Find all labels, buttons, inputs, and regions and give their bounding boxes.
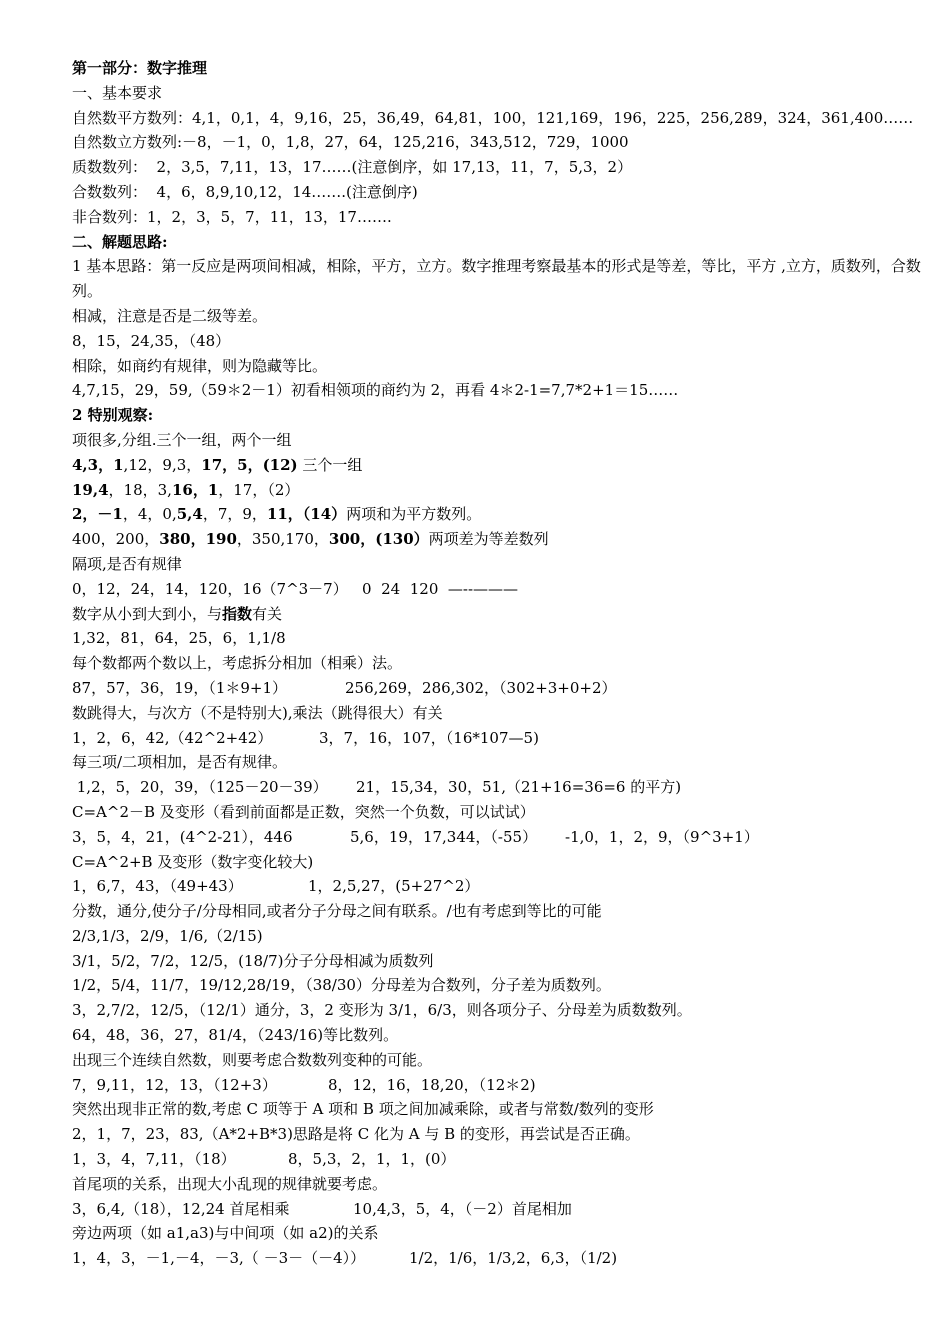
example-line <box>72 1073 926 1098</box>
text-run: ，17，（2） <box>218 480 300 499</box>
text-line: 旁边两项（如 a1,a3)与中间项（如 a2)的关系 <box>72 1224 379 1243</box>
bold-run: 指数 <box>222 604 253 623</box>
example-line <box>72 726 926 751</box>
text-run: 1，2，6，42,（42^2+42） <box>72 728 273 747</box>
text-run: ，7，9， <box>202 505 267 524</box>
example-line <box>72 1197 926 1222</box>
bold-run: 2，－1 <box>72 505 123 524</box>
example-line <box>72 478 926 503</box>
text-line: 4,7,15，29，59,（59＊2－1）初看相领项的商约为 2，再看 4＊2-1=7,7*2+1＝15…… <box>72 381 679 400</box>
text-run: 8，12，16，18,20，（12＊2) <box>328 1075 536 1094</box>
example-line <box>72 874 926 899</box>
text-run: 1，4，3，－1,－4，－3,（ －3－（－4）） <box>72 1249 366 1268</box>
text-line: 数跳得大，与次方（不是特别大),乘法（跳得很大）有关 <box>72 703 443 722</box>
text-line: 2/3,1/3，2/9，1/6,（2/15) <box>72 926 263 945</box>
text-run: 1，2,5,27，(5+27^2） <box>308 877 480 896</box>
text-run: 1,2，5，20，39，（125－20－39） <box>72 778 328 797</box>
text-line: 合数数列： 4，6，8,9,10,12，14…….(注意倒序) <box>72 182 418 201</box>
text-line: 相除，如商约有规律，则为隐藏等比。 <box>72 356 328 375</box>
text-run: 256,269，286,302，（302+3+0+2） <box>345 678 617 697</box>
text-line: 1/2，5/4，11/7，19/12,28/19，（38/30）分母差为合数列，分子差为质数列。 <box>72 976 611 995</box>
text-run: 10,4,3，5，4，（－2）首尾相加 <box>353 1199 572 1218</box>
bold-run: 17，5，(12) <box>201 455 298 474</box>
bold-run: 19,4 <box>72 480 109 499</box>
text-run: 8，5,3，2，1，1，(0） <box>288 1150 456 1169</box>
text-line: 64，48，36，27，81/4，（243/16)等比数列。 <box>72 1026 399 1045</box>
text-run: 7，9,11，12，13，（12+3） <box>72 1075 277 1094</box>
text-line: 相减，注意是否是二级等差。 <box>72 306 268 325</box>
example-line <box>72 825 926 850</box>
example-line <box>72 453 926 478</box>
text-run: 400，200， <box>72 530 160 549</box>
text-run: -1,0，1，2，9，（9^3+1） <box>565 827 759 846</box>
text-line: 2，1，7，23，83,（A*2+B*3)思路是将 C 化为 A 与 B 的变形，再尝试是否正确。 <box>72 1125 640 1144</box>
text-line: 0，12，24，14，120，16（7^3－7） 0 24 120 —--——— <box>72 579 519 598</box>
text-run: 3，6,4,（18），12,24 首尾相乘 <box>72 1199 290 1218</box>
example-line <box>72 1147 926 1172</box>
example-line <box>72 602 926 627</box>
text-line: 自然数立方数列:－8，－1，0，1,8，27，64，125,216，343,512，729，1000 <box>72 133 629 152</box>
text-line: 出现三个连续自然数，则要考虑合数数列变种的可能。 <box>72 1050 433 1069</box>
bold-run: 380，190 <box>159 530 237 549</box>
text-run: 5,6，19，17,344，（-55） <box>350 827 538 846</box>
section-title: 第一部分：数字推理 <box>72 59 208 77</box>
text-line: 隔项,是否有规律 <box>72 554 182 573</box>
example-line <box>72 1246 926 1271</box>
subheading: 一、基本要求 <box>72 83 163 102</box>
subheading: 二、解题思路: <box>72 232 168 251</box>
text-line: 自然数平方数列：4,1，0,1，4，9,16，25，36,49，64,81，100，121,169，196，225，256,289，324，361,400…… <box>72 108 914 127</box>
bold-run: 16，1 <box>171 480 219 499</box>
text-run: ，350,170， <box>236 530 329 549</box>
text-run: 1，6,7，43，（49+43） <box>72 877 243 896</box>
text-line: 每个数都两个数以上，考虑拆分相加（相乘）法。 <box>72 654 403 673</box>
example-line <box>72 502 926 527</box>
text-run: 三个一组 <box>297 455 363 474</box>
text-run: ，4，0, <box>122 505 177 524</box>
text-line: 每三项/二项相加，是否有规律。 <box>72 753 288 772</box>
bold-run: 4,3，1 <box>72 455 124 474</box>
text-line: C=A^2－B 及变形（看到前面都是正数，突然一个负数，可以试试） <box>72 802 535 821</box>
text-run: 1，3，4，7,11，（18） <box>72 1150 236 1169</box>
bold-run: 11，（14） <box>266 505 347 524</box>
example-line <box>72 775 926 800</box>
text-run: 数字从小到大到小，与 <box>72 604 223 623</box>
text-paragraph: 1 基本思路：第一反应是两项间相减，相除，平方，立方。数字推理考察最基本的形式是等差，等比，平方 ,立方，质数列，合数列。 <box>72 257 921 301</box>
bold-run: 300，(130） <box>328 530 429 549</box>
subheading: 2 特别观察: <box>72 406 154 425</box>
text-line: 8，15，24,35，（48） <box>72 331 231 350</box>
text-line: 突然出现非正常的数,考虑 C 项等于 A 项和 B 项之间加减乘除，或者与常数/数列的变形 <box>72 1100 654 1119</box>
text-run: 有关 <box>252 604 283 623</box>
example-line <box>72 527 926 552</box>
text-run: 两项差为等差数列 <box>428 530 549 549</box>
text-line: 质数数列： 2，3,5，7,11，13，17……(注意倒序，如 17,13，11，7，5,3，2） <box>72 158 633 177</box>
text-run: 1/2，1/6，1/3,2，6,3，（1/2) <box>409 1249 618 1268</box>
text-line: 首尾项的关系，出现大小乱现的规律就要考虑。 <box>72 1174 388 1193</box>
text-run: 两项和为平方数列。 <box>346 505 482 524</box>
text-line: 非合数列：1，2，3，5，7，11，13，17……. <box>72 207 392 226</box>
bold-run: 5,4 <box>176 505 203 524</box>
text-run: ，18，3, <box>108 480 172 499</box>
text-run: 21，15,34，30，51,（21+16=36=6 的平方) <box>356 778 682 797</box>
text-line: 3，2,7/2，12/5，（12/1）通分，3，2 变形为 3/1，6/3，则各项分子、分母差为质数数列。 <box>72 1001 692 1020</box>
text-run: 87，57，36，19，（1＊9+1） <box>72 678 288 697</box>
text-run: 3，7，16，107，（16*107—5) <box>319 728 539 747</box>
text-line: 3/1，5/2，7/2，12/5，(18/7)分子分母相减为质数列 <box>72 951 434 970</box>
text-line: 分数，通分,使分子/分母相同,或者分子分母之间有联系。/也有考虑到等比的可能 <box>72 902 602 921</box>
text-run: ,12，9,3， <box>123 455 202 474</box>
example-line <box>72 676 926 701</box>
text-line: 1,32，81，64，25，6，1,1/8 <box>72 629 286 648</box>
text-line: 项很多,分组.三个一组，两个一组 <box>72 430 292 449</box>
text-line: C=A^2+B 及变形（数字变化较大) <box>72 852 314 871</box>
text-run: 3，5，4，21，(4^2-21），446 <box>72 827 293 846</box>
